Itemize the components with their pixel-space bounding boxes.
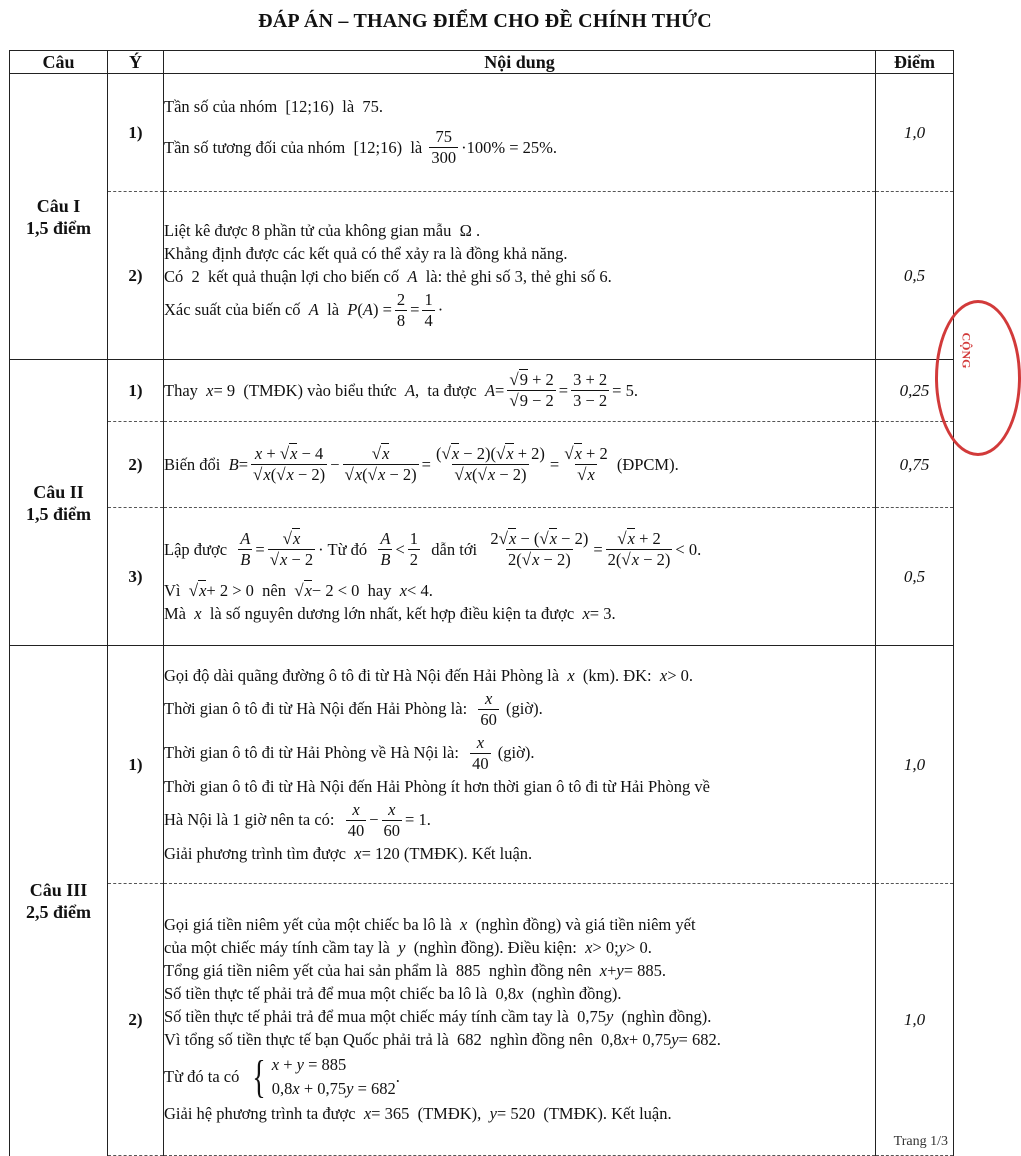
part-score: 0,5 (876, 508, 954, 646)
content-line: Lập được $\frac{A}{B}$ = $\frac{√x}{√x - 2}$ · Từ đó $\frac{A}{B}$ < $\frac{1}{2}$ dẫn tới $\frac{2√x - (√x - 2)}{2(√x - 2)}$ = $\frac{√x + 2}{2(√x - 2)}$ < 0. (164, 529, 702, 569)
question-name: Câu I (36, 195, 81, 216)
part-score: 0,5 (876, 192, 954, 360)
table-row (10, 422, 954, 508)
table-row (10, 508, 954, 646)
content-line: Thời gian ô tô đi từ Hải Phòng về Hà Nội là: $\frac{x}{40}$ (giờ). (164, 732, 535, 773)
content-line: Tần số tương đối của nhóm [12;16) là $\frac{75}{300}$ ·100% = 25%. (164, 127, 558, 167)
question-points: 2,5 điểm (26, 901, 91, 922)
header-noi-dung: Nội dung (164, 51, 876, 74)
content-line: Giải phương trình tìm được x = 120 (TMĐK). Kết luận. (164, 843, 533, 863)
part-content (164, 192, 876, 360)
question-cell (10, 360, 108, 646)
part-score: 1,0 (876, 646, 954, 884)
content-line: Tần số của nhóm [12;16) là 75. (164, 97, 384, 116)
part-content (164, 508, 876, 646)
content-line: Thời gian ô tô đi từ Hà Nội đến Hải Phòng là: $\frac{x}{60}$ (giờ). (164, 688, 543, 729)
table-row (10, 192, 954, 360)
table-row (10, 884, 954, 1156)
content-line: Khẳng định được các kết quả có thể xảy ra là đồng khả năng. (164, 243, 568, 263)
content-line: Hà Nội là 1 giờ nên ta có: $\frac{x}{40}$ − $\frac{x}{60}$ = 1. (164, 799, 431, 840)
part-score: 1,0 (876, 884, 954, 1156)
part-label: 1) (108, 360, 164, 422)
content-line: Vì tổng số tiền thực tế bạn Quốc phải trả là 682 nghìn đồng nên 0,8 x + 0,75 y = 682. (164, 1030, 721, 1049)
table-header-row (10, 51, 954, 74)
part-label: 1) (108, 646, 164, 884)
official-stamp (935, 300, 1021, 456)
page-number: Trang 1/3 (893, 1134, 948, 1149)
content-line: Gọi giá tiền niêm yết của một chiếc ba lô là x (nghìn đồng) và giá tiền niêm yết (164, 915, 696, 934)
stamp-text: CỘNG (959, 332, 974, 369)
part-content (164, 646, 876, 884)
part-content (164, 422, 876, 508)
question-points: 1,5 điểm (26, 217, 91, 238)
content-line: Biến đổi B = $\frac{x + √x - 4}{√x(√x - 2)}$ − $\frac{√x}{√x(√x - 2)}$ = $\frac{(√x - 2)(√x + 2)}{√x(√x - 2)}$ = $\frac{√x + 2}{√x}$ (ĐPCM). (164, 444, 679, 484)
part-score: 0,75 (876, 422, 954, 508)
question-cell (10, 646, 108, 1156)
header-cau: Câu (10, 51, 108, 74)
part-label: 2) (108, 884, 164, 1156)
table-row (10, 360, 954, 422)
table-row (10, 74, 954, 192)
content-line: Số tiền thực tế phải trả để mua một chiếc máy tính cầm tay là 0,75 y (nghìn đồng). (164, 1007, 712, 1026)
part-content (164, 74, 876, 192)
content-line: Số tiền thực tế phải trả để mua một chiếc ba lô là 0,8 x (nghìn đồng). (164, 984, 622, 1003)
content-line: Mà x là số nguyên dương lớn nhất, kết hợp điều kiện ta được x = 3. (164, 604, 616, 623)
table-row (10, 646, 954, 884)
content-line: Xác suất của biến cố A là P ( A ) = $\frac{2}{8}$ = $\frac{1}{4}$ · (164, 289, 444, 330)
part-content (164, 360, 876, 422)
part-content (164, 884, 876, 1156)
content-line: Vì √ x + 2 > 0 nên √ x − 2 < 0 hay x < 4. (164, 580, 433, 600)
question-name: Câu III (29, 879, 88, 900)
content-line: Giải hệ phương trình ta được x = 365 (TMĐK), y = 520 (TMĐK). Kết luận. (164, 1104, 672, 1123)
content-line: của một chiếc máy tính cầm tay là y (nghìn đồng). Điều kiện: x > 0; y > 0. (164, 938, 652, 957)
content-line: Gọi độ dài quãng đường ô tô đi từ Hà Nội đến Hải Phòng là x (km). ĐK: x > 0. (164, 665, 694, 685)
question-cell (10, 74, 108, 360)
content-line: Liệt kê được 8 phần tử của không gian mẫu Ω . (164, 220, 481, 240)
content-line: Có 2 kết quả thuận lợi cho biến cố A là: thẻ ghi số 3, thẻ ghi số 6. (164, 266, 612, 286)
part-label: 3) (108, 508, 164, 646)
part-label: 1) (108, 74, 164, 192)
header-diem: Điểm (876, 51, 954, 74)
part-score: 0,25 (876, 360, 954, 422)
question-points: 1,5 điểm (26, 503, 91, 524)
part-label: 2) (108, 422, 164, 508)
header-y: Ý (108, 51, 164, 74)
content-line: Tổng giá tiền niêm yết của hai sản phẩm là 885 nghìn đồng nên x + y = 885. (164, 961, 667, 980)
part-score: 1,0 (876, 74, 954, 192)
content-line: Thời gian ô tô đi từ Hà Nội đến Hải Phòng ít hơn thời gian ô tô đi từ Hải Phòng về (164, 776, 710, 796)
question-name: Câu II (33, 481, 84, 502)
answer-key-table (9, 50, 954, 1156)
content-line: Thay x = 9 (TMĐK) vào biểu thức A , ta được A = $\frac{√9 + 2}{√9 - 2}$ = $\frac{3 + 2}{3 - 2}$ = 5. (164, 370, 638, 410)
part-label: 2) (108, 192, 164, 360)
page-title: ĐÁP ÁN – THANG ĐIỂM CHO ĐỀ CHÍNH THỨC (258, 10, 712, 32)
content-line: Từ đó ta có { x + y = 885 0,8x + 0,75y = 682 . (164, 1051, 400, 1102)
